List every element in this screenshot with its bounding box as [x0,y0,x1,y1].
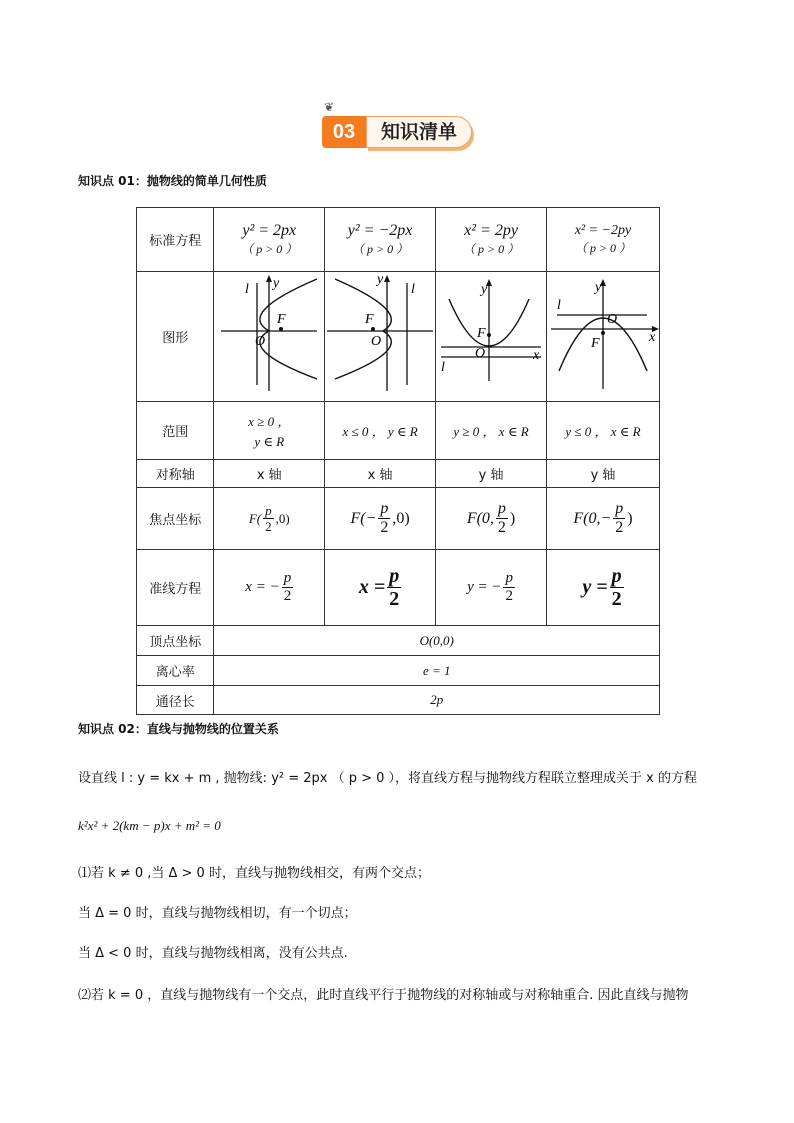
label-standard: 标准方程 [137,208,214,272]
eccentricity-value: e = 1 [214,656,660,686]
dir-col4: y = $\frac{p}{2}$ [546,550,659,626]
leaf-icon: ❦ [324,100,335,114]
para-line4: 当 Δ = 0 时，直线与抛物线相切，有一个切点； [78,906,357,921]
svg-text:F: F [477,325,486,341]
svg-text:l: l [245,281,250,297]
graph-left-opening [325,273,435,397]
label-latus: 通径长 [137,686,214,715]
badge-number: 03 [322,116,366,148]
section1-heading: 知识点 01：抛物线的简单几何性质 [78,174,267,188]
graph-right-opening [217,273,321,397]
latus-value: 2p [214,686,660,715]
svg-text:O: O [606,311,618,327]
svg-text:y: y [481,281,488,297]
label-eccentricity: 离心率 [137,656,214,686]
label-axis: 对称轴 [137,460,214,488]
para-line6: ⑵若 k = 0 ，直线与抛物线有一个交点，此时直线平行于抛物线的对称轴或与对称轴重合. 因此直线与抛物 [78,988,689,1003]
svg-text:x: x [648,329,656,345]
vertex-value: O(0,0) [214,626,660,656]
svg-text:y: y [377,272,384,287]
focus-col1: F( $\frac{p}{2}$ ,0) [214,488,325,550]
para-line2: k²x² + 2(km − p)x + m² = 0 [78,818,221,833]
badge-title: 知识清单 [366,116,472,148]
svg-text:O: O [371,333,382,349]
svg-text:O: O [475,345,486,361]
para-line3: ⑴若 k ≠ 0 ,当 Δ > 0 时，直线与抛物线相交，有两个交点； [78,866,430,881]
graph-col4 [546,272,659,402]
row-focus [137,488,660,550]
dir-col3: y = − $\frac{p}{2}$ [436,550,547,626]
graph-down-opening [547,273,659,397]
svg-text:y: y [594,279,602,295]
range-col1: x ≥ 0 ， y ∈ R [214,402,325,460]
focus-col2: F(− $\frac{p}{2}$ ,0) [325,488,436,550]
svg-text:F: F [277,311,286,327]
eq-col4: x² = −2py （ p > 0 ） [546,208,659,272]
svg-text:l: l [411,281,415,297]
row-graph [137,272,660,402]
svg-text:F: F [590,335,600,351]
eq-col1: y² = 2px （ p > 0 ） [214,208,325,272]
graph-col3 [436,272,547,402]
svg-text:F: F [365,311,374,327]
label-vertex: 顶点坐标 [137,626,214,656]
label-range: 范围 [137,402,214,460]
para-line1: 设直线 l : y = kx + m , 抛物线: y² = 2px （ p > 0 ），将直线方程与抛物线方程联立整理成关于 x 的方程 [78,771,698,786]
properties-table [136,207,660,715]
label-directrix: 准线方程 [137,550,214,626]
row-axis [137,460,660,488]
dir-col2: x = $\frac{p}{2}$ [325,550,436,626]
section2-heading: 知识点 02：直线与抛物线的位置关系 [78,722,279,736]
row-range [137,402,660,460]
axis-col4: y 轴 [546,460,659,488]
svg-text:x: x [533,347,540,363]
eq-col2: y² = −2px （ p > 0 ） [325,208,436,272]
axis-col1: x 轴 [214,460,325,488]
range-col2: x ≤ 0 ， y ∈ R [325,402,436,460]
para-line5: 当 Δ < 0 时，直线与抛物线相离，没有公共点. [78,946,348,961]
row-latus [137,686,660,715]
row-eccentricity [137,656,660,686]
graph-up-opening [437,273,545,397]
svg-text:y: y [273,275,280,291]
section-badge [322,100,472,150]
graph-col1 [214,272,325,402]
row-vertex [137,626,660,656]
dir-col1: x = − $\frac{p}{2}$ [214,550,325,626]
graph-col2 [325,272,436,402]
axis-col3: y 轴 [436,460,547,488]
range-col3: y ≥ 0 ， x ∈ R [436,402,547,460]
svg-text:l: l [441,359,445,375]
focus-col3: F(0, $\frac{p}{2}$ ) [436,488,547,550]
label-focus: 焦点坐标 [137,488,214,550]
range-col4: y ≤ 0 ， x ∈ R [546,402,659,460]
svg-text:O: O [255,333,266,349]
svg-text:l: l [556,297,561,313]
focus-col4: F(0,− $\frac{p}{2}$ ) [546,488,659,550]
row-directrix [137,550,660,626]
axis-col2: x 轴 [325,460,436,488]
row-standard [137,208,660,272]
eq-col3: x² = 2py （ p > 0 ） [436,208,547,272]
label-graph: 图形 [137,272,214,402]
